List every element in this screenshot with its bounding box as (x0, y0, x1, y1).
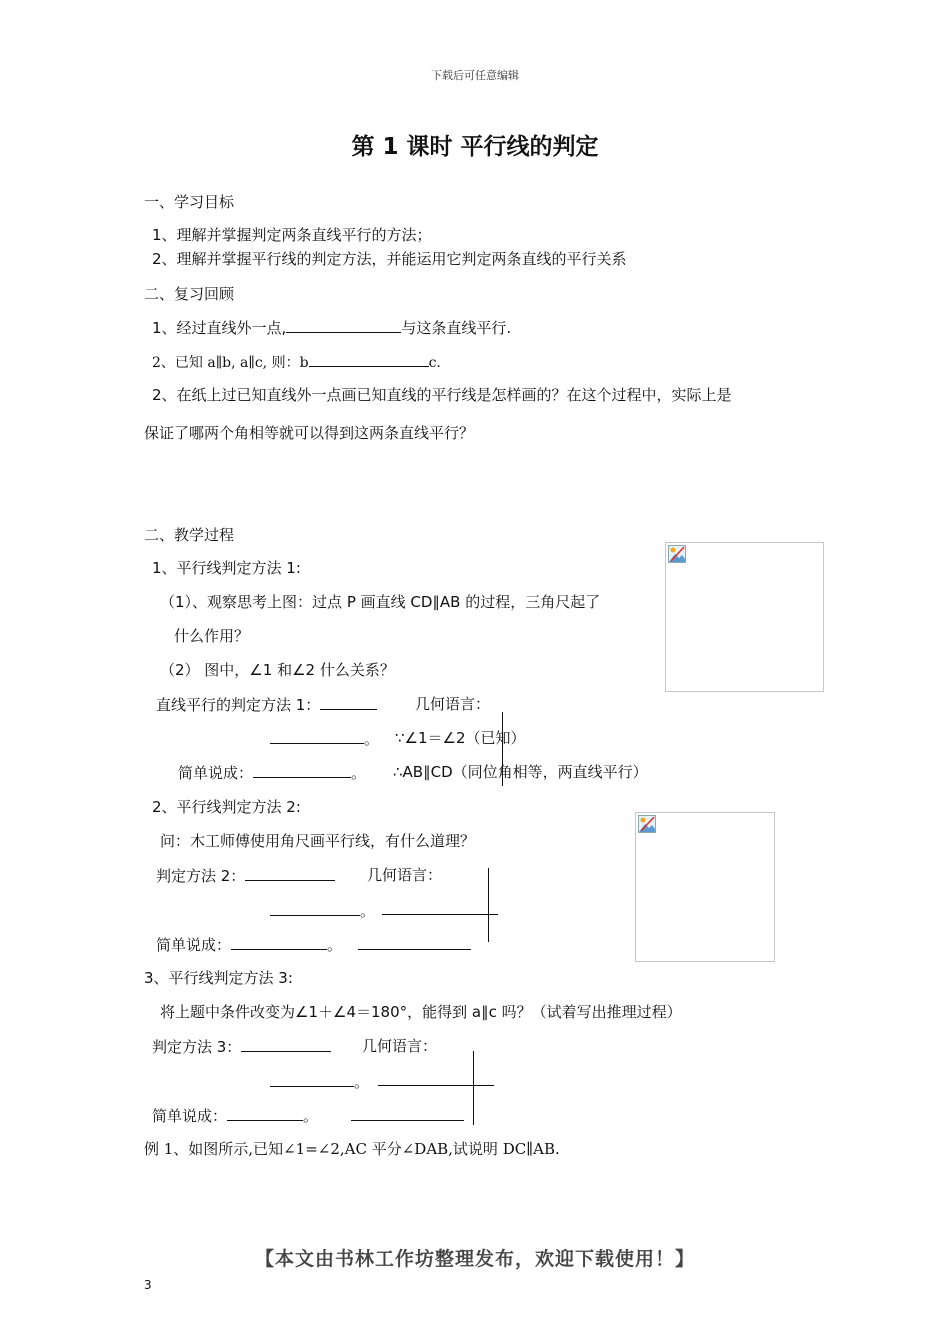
answer-line (358, 949, 471, 950)
method-1-rule (156, 694, 377, 715)
method-1-blank-row (270, 728, 379, 749)
method-2-rule-label: 判定方法 2： (156, 867, 246, 885)
fill-blank (245, 865, 335, 881)
method-1-q1-line2: 什么作用？ (174, 627, 250, 645)
vertical-line-figure (488, 868, 489, 942)
fill-blank (227, 1105, 303, 1121)
period: 。 (327, 936, 343, 954)
method-1-simple-label: 简单说成： (178, 764, 254, 782)
fill-blank (231, 934, 327, 950)
method-3-title: 3、平行线判定方法 3: (144, 969, 293, 987)
example-1: 例 1、如图所示,已知∠1=∠2,AC 平分∠DAB,试说明 DC∥AB. (144, 1140, 560, 1158)
geometry-language-label-3: 几何语言： (362, 1037, 438, 1055)
goal-item-2: 2、理解并掌握平行线的判定方法，并能运用它判定两条直线的平行关系 (152, 250, 627, 268)
figure-image-2 (635, 812, 775, 962)
broken-image-icon (668, 545, 686, 563)
fill-blank (286, 317, 401, 333)
review-question-1 (152, 317, 511, 338)
fill-blank (253, 762, 351, 778)
method-2-question: 问：木工师傅使用角尺画平行线，有什么道理？ (160, 832, 476, 850)
period: 。 (360, 902, 376, 920)
review-q2-text: 2、已知 a∥b, a∥c, 则：b (152, 355, 309, 371)
answer-line (351, 1120, 464, 1121)
method-3-simple (152, 1105, 318, 1126)
period: 。 (354, 1073, 370, 1091)
review-q1-text-end: 与这条直线平行. (401, 319, 512, 337)
method-3-blank-row (270, 1071, 369, 1092)
goal-item-1: 1、理解并掌握判定两条直线平行的方法； (152, 226, 432, 244)
fill-blank (270, 900, 360, 916)
geometry-language-label-1: 几何语言： (415, 695, 491, 713)
method-2-simple (156, 934, 342, 955)
section-heading-goals: 一、学习目标 (144, 193, 235, 211)
figure-image-1 (665, 542, 824, 692)
method-1-simple (178, 762, 366, 783)
method-1-rule-label: 直线平行的判定方法 1： (156, 696, 321, 714)
period: 。 (364, 730, 380, 748)
method-3-rule-label: 判定方法 3： (152, 1038, 242, 1056)
method-3-question: 将上题中条件改变为∠1＋∠4＝180°，能得到 a∥c 吗？（试着写出推理过程） (160, 1003, 682, 1021)
method-3-simple-label: 简单说成： (152, 1107, 228, 1125)
page-number: 3 (144, 1278, 152, 1292)
review-question-3-line1: 2、在纸上过已知直线外一点画已知直线的平行线是怎样画的？在这个过程中，实际上是 (152, 386, 732, 404)
vertical-line-figure (473, 1051, 474, 1125)
section-heading-teaching: 二、教学过程 (144, 526, 235, 544)
geometry-language-label-2: 几何语言： (367, 866, 443, 884)
fill-blank (241, 1036, 331, 1052)
method-1-title: 1、平行线判定方法 1: (152, 559, 301, 577)
method-2-blank-row (270, 900, 375, 921)
footer-banner: 【本文由书林工作坊整理发布，欢迎下载使用！】 (254, 1248, 695, 1270)
horizontal-line-figure (378, 1085, 494, 1086)
broken-image-icon (638, 815, 656, 833)
period: 。 (351, 764, 367, 782)
review-q2-text-end: c. (428, 355, 441, 371)
method-2-title: 2、平行线判定方法 2: (152, 798, 301, 816)
method-2-rule (156, 865, 335, 886)
fill-blank (270, 1071, 354, 1087)
fill-blank (320, 694, 377, 710)
method-1-q2: （2） 图中，∠1 和∠2 什么关系？ (160, 661, 395, 679)
review-question-3-line2: 保证了哪两个角相等就可以得到这两条直线平行？ (144, 424, 475, 442)
method-1-q1-line1: （1）、观察思考上图：过点 P 画直线 CD∥AB 的过程，三角尺起了 (160, 593, 601, 611)
page-header: 下载后可任意编辑 (431, 69, 519, 82)
horizontal-line-figure (382, 914, 498, 915)
section-heading-review: 二、复习回顾 (144, 285, 235, 303)
fill-blank (309, 351, 429, 367)
review-question-2 (152, 351, 441, 373)
review-q1-text: 1、经过直线外一点, (152, 319, 287, 337)
page-title: 第 1 课时 平行线的判定 (351, 134, 599, 160)
method-3-rule (152, 1036, 331, 1057)
vertical-line-figure (502, 712, 503, 786)
period: 。 (303, 1107, 319, 1125)
fill-blank (270, 728, 364, 744)
method-1-because: ∵∠1＝∠2（已知） (395, 729, 526, 747)
method-2-simple-label: 简单说成： (156, 936, 232, 954)
method-1-therefore: ∴AB∥CD（同位角相等，两直线平行） (393, 763, 648, 781)
